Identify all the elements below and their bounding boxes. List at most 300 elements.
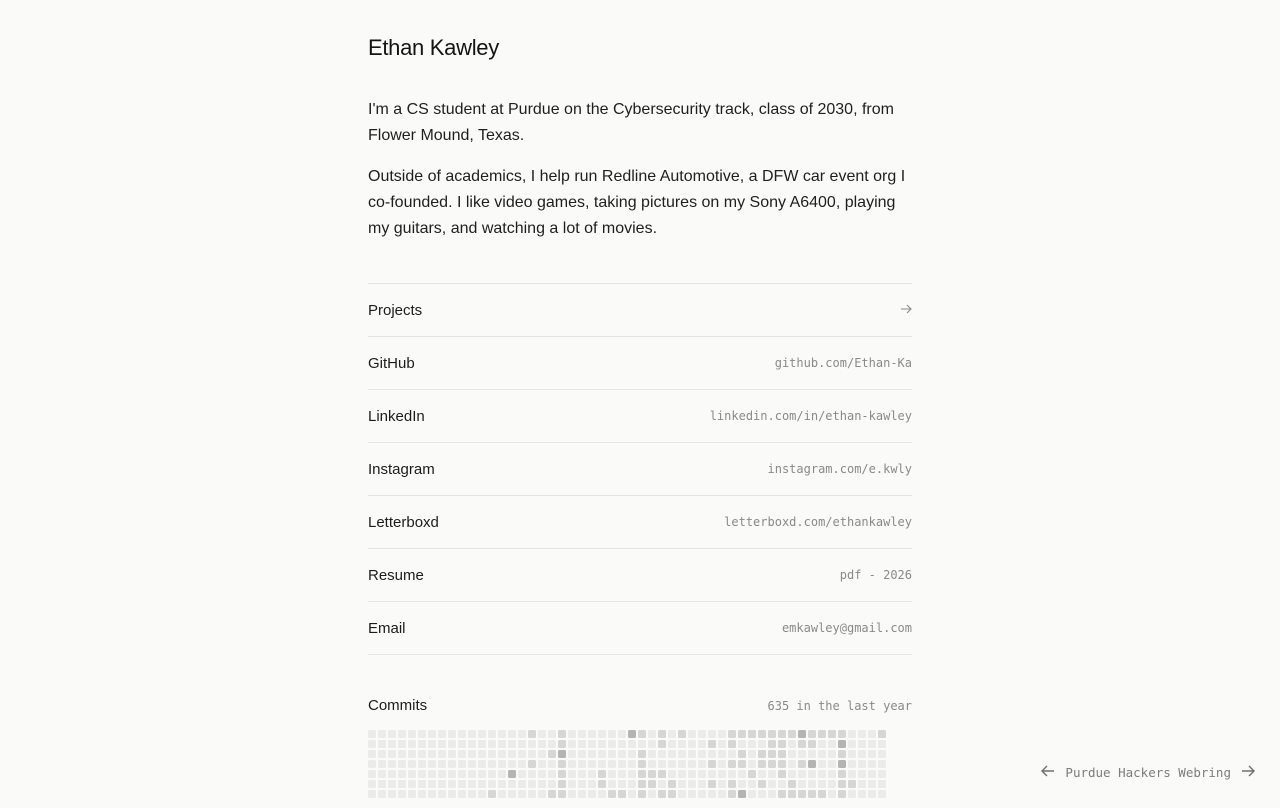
- heatmap-cell: [628, 790, 636, 798]
- link-instagram[interactable]: [368, 443, 912, 496]
- heatmap-cell: [478, 730, 486, 738]
- heatmap-cell: [798, 760, 806, 768]
- heatmap-cell: [408, 750, 416, 758]
- heatmap-cell: [718, 780, 726, 788]
- heatmap-cell: [598, 740, 606, 748]
- heatmap-cell: [648, 770, 656, 778]
- heatmap-cell: [878, 750, 886, 758]
- heatmap-cell: [778, 740, 786, 748]
- heatmap-cell: [468, 750, 476, 758]
- heatmap-cell: [488, 740, 496, 748]
- heatmap-cell: [378, 770, 386, 778]
- heatmap-cell: [508, 740, 516, 748]
- heatmap-cell: [718, 760, 726, 768]
- heatmap-cell: [378, 730, 386, 738]
- heatmap-cell: [778, 760, 786, 768]
- links-list: [368, 283, 912, 655]
- heatmap-cell: [458, 760, 466, 768]
- heatmap-cell: [468, 740, 476, 748]
- heatmap-cell: [858, 790, 866, 798]
- heatmap-cell: [778, 790, 786, 798]
- heatmap-cell: [458, 750, 466, 758]
- heatmap-cell: [488, 790, 496, 798]
- heatmap-cell: [698, 760, 706, 768]
- heatmap-cell: [428, 760, 436, 768]
- heatmap-cell: [848, 790, 856, 798]
- heatmap-cell: [788, 780, 796, 788]
- heatmap-cell: [738, 750, 746, 758]
- heatmap-cell: [588, 780, 596, 788]
- heatmap-cell: [648, 760, 656, 768]
- heatmap-cell: [418, 770, 426, 778]
- heatmap-cell: [768, 740, 776, 748]
- heatmap-cell: [498, 770, 506, 778]
- heatmap-cell: [548, 740, 556, 748]
- heatmap-cell: [638, 740, 646, 748]
- link-letterboxd-value[interactable]: letterboxd.com/ethankawley: [724, 515, 912, 529]
- heatmap-cell: [818, 790, 826, 798]
- heatmap-cell: [738, 760, 746, 768]
- heatmap-cell: [848, 740, 856, 748]
- heatmap-cell: [388, 730, 396, 738]
- heatmap-cell: [578, 780, 586, 788]
- heatmap-cell: [588, 730, 596, 738]
- heatmap-cell: [688, 750, 696, 758]
- heatmap-cell: [708, 750, 716, 758]
- heatmap-cell: [558, 740, 566, 748]
- heatmap-cell: [698, 780, 706, 788]
- heatmap-cell: [468, 770, 476, 778]
- heatmap-cell: [588, 760, 596, 768]
- heatmap-cell: [678, 790, 686, 798]
- heatmap-cell: [778, 750, 786, 758]
- heatmap-cell: [538, 730, 546, 738]
- heatmap-cell: [438, 750, 446, 758]
- heatmap-cell: [418, 750, 426, 758]
- commit-heatmap: [368, 730, 888, 800]
- heatmap-cell: [798, 780, 806, 788]
- heatmap-cell: [468, 760, 476, 768]
- heatmap-cell: [628, 740, 636, 748]
- heatmap-cell: [868, 790, 876, 798]
- heatmap-cell: [598, 750, 606, 758]
- heatmap-cell: [668, 770, 676, 778]
- heatmap-cell: [638, 790, 646, 798]
- heatmap-cell: [518, 760, 526, 768]
- heatmap-cell: [748, 790, 756, 798]
- heatmap-cell: [798, 790, 806, 798]
- heatmap-cell: [478, 750, 486, 758]
- heatmap-cell: [828, 740, 836, 748]
- heatmap-cell: [528, 740, 536, 748]
- heatmap-cell: [598, 790, 606, 798]
- heatmap-cell: [718, 790, 726, 798]
- heatmap-cell: [548, 770, 556, 778]
- heatmap-cell: [668, 760, 676, 768]
- heatmap-cell: [628, 780, 636, 788]
- heatmap-cell: [488, 760, 496, 768]
- heatmap-cell: [668, 750, 676, 758]
- heatmap-cell: [668, 790, 676, 798]
- heatmap-cell: [838, 740, 846, 748]
- heatmap-cell: [548, 760, 556, 768]
- heatmap-cell: [458, 740, 466, 748]
- link-email-label: Email: [368, 619, 406, 637]
- heatmap-cell: [818, 760, 826, 768]
- heatmap-cell: [768, 790, 776, 798]
- heatmap-cell: [438, 780, 446, 788]
- heatmap-cell: [598, 780, 606, 788]
- heatmap-cell: [878, 770, 886, 778]
- heatmap-cell: [548, 780, 556, 788]
- heatmap-cell: [728, 730, 736, 738]
- heatmap-cell: [758, 780, 766, 788]
- heatmap-cell: [398, 760, 406, 768]
- heatmap-cell: [688, 770, 696, 778]
- heatmap-cell: [398, 730, 406, 738]
- heatmap-cell: [608, 740, 616, 748]
- heatmap-cell: [658, 730, 666, 738]
- heatmap-cell: [388, 780, 396, 788]
- heatmap-cell: [568, 730, 576, 738]
- heatmap-cell: [688, 780, 696, 788]
- page-title: Ethan Kawley: [368, 35, 499, 60]
- heatmap-cell: [848, 730, 856, 738]
- heatmap-cell: [618, 760, 626, 768]
- arrow-right-icon[interactable]: [1241, 763, 1255, 782]
- heatmap-cell: [648, 740, 656, 748]
- heatmap-cell: [528, 730, 536, 738]
- heatmap-cell: [398, 770, 406, 778]
- heatmap-cell: [658, 760, 666, 768]
- heatmap-cell: [558, 730, 566, 738]
- heatmap-cell: [708, 780, 716, 788]
- heatmap-cell: [618, 770, 626, 778]
- heatmap-cell: [478, 790, 486, 798]
- commits-header: [368, 697, 912, 714]
- heatmap-cell: [568, 780, 576, 788]
- heatmap-cell: [828, 730, 836, 738]
- heatmap-cell: [798, 740, 806, 748]
- heatmap-cell: [618, 750, 626, 758]
- heatmap-cell: [768, 780, 776, 788]
- heatmap-cell: [798, 730, 806, 738]
- heatmap-cell: [448, 760, 456, 768]
- heatmap-cell: [578, 790, 586, 798]
- heatmap-cell: [458, 790, 466, 798]
- heatmap-cell: [488, 730, 496, 738]
- heatmap-cell: [518, 750, 526, 758]
- heatmap-cell: [568, 750, 576, 758]
- heatmap-cell: [738, 730, 746, 738]
- heatmap-cell: [418, 740, 426, 748]
- link-resume-value[interactable]: pdf - 2026: [839, 568, 912, 582]
- heatmap-cell: [408, 740, 416, 748]
- heatmap-cell: [548, 790, 556, 798]
- link-github-value[interactable]: github.com/Ethan-Ka: [774, 356, 912, 370]
- heatmap-cell: [478, 780, 486, 788]
- heatmap-cell: [578, 740, 586, 748]
- heatmap-cell: [788, 730, 796, 738]
- heatmap-cell: [818, 750, 826, 758]
- heatmap-cell: [658, 740, 666, 748]
- heatmap-cell: [808, 770, 816, 778]
- heatmap-cell: [778, 770, 786, 778]
- heatmap-cell: [418, 790, 426, 798]
- heatmap-cell: [678, 760, 686, 768]
- heatmap-cell: [528, 790, 536, 798]
- heatmap-cell: [818, 730, 826, 738]
- heatmap-cell: [758, 790, 766, 798]
- heatmap-cell: [368, 750, 376, 758]
- heatmap-cell: [758, 750, 766, 758]
- heatmap-cell: [728, 760, 736, 768]
- heatmap-cell: [448, 770, 456, 778]
- heatmap-cell: [778, 780, 786, 788]
- heatmap-cell: [538, 780, 546, 788]
- heatmap-cell: [498, 780, 506, 788]
- heatmap-cell: [468, 780, 476, 788]
- heatmap-cell: [448, 780, 456, 788]
- heatmap-cell: [858, 740, 866, 748]
- heatmap-cell: [558, 780, 566, 788]
- heatmap-cell: [728, 790, 736, 798]
- heatmap-cell: [828, 750, 836, 758]
- heatmap-cell: [698, 790, 706, 798]
- heatmap-cell: [848, 760, 856, 768]
- heatmap-cell: [718, 730, 726, 738]
- heatmap-cell: [388, 760, 396, 768]
- heatmap-cell: [728, 750, 736, 758]
- heatmap-cell: [448, 790, 456, 798]
- link-linkedin-label: LinkedIn: [368, 407, 425, 425]
- heatmap-cell: [398, 790, 406, 798]
- heatmap-cell: [618, 780, 626, 788]
- heatmap-cell: [578, 760, 586, 768]
- heatmap-cell: [598, 770, 606, 778]
- heatmap-cell: [868, 740, 876, 748]
- link-instagram-value[interactable]: instagram.com/e.kwly: [767, 462, 912, 476]
- heatmap-cell: [368, 790, 376, 798]
- heatmap-cell: [408, 760, 416, 768]
- heatmap-cell: [538, 740, 546, 748]
- heatmap-cell: [658, 770, 666, 778]
- heatmap-cell: [708, 730, 716, 738]
- link-github[interactable]: [368, 337, 912, 390]
- heatmap-cell: [518, 790, 526, 798]
- heatmap-cell: [878, 740, 886, 748]
- bio-paragraph-2: Outside of academics, I help run Redline Automotive, a DFW car event org I co-founded. I like video games, taking pictures on my Sony A6400, playing my guitars, and watching a lot of movies.: [368, 168, 906, 237]
- heatmap-cell: [788, 740, 796, 748]
- link-letterboxd-label: Letterboxd: [368, 513, 439, 531]
- heatmap-cell: [368, 760, 376, 768]
- heatmap-cell: [868, 780, 876, 788]
- heatmap-cell: [488, 770, 496, 778]
- heatmap-cell: [878, 730, 886, 738]
- link-linkedin-value[interactable]: linkedin.com/in/ethan-kawley: [709, 409, 912, 423]
- heatmap-cell: [518, 740, 526, 748]
- heatmap-cell: [708, 740, 716, 748]
- heatmap-cell: [438, 760, 446, 768]
- heatmap-cell: [628, 770, 636, 778]
- heatmap-cell: [498, 730, 506, 738]
- heatmap-cell: [838, 770, 846, 778]
- heatmap-cell: [618, 740, 626, 748]
- heatmap-cell: [718, 740, 726, 748]
- heatmap-cell: [748, 760, 756, 768]
- heatmap-cell: [698, 750, 706, 758]
- heatmap-cell: [728, 770, 736, 778]
- heatmap-cell: [848, 780, 856, 788]
- heatmap-cell: [758, 740, 766, 748]
- heatmap-cell: [438, 790, 446, 798]
- heatmap-cell: [628, 760, 636, 768]
- heatmap-cell: [838, 750, 846, 758]
- heatmap-cell: [458, 730, 466, 738]
- heatmap-cell: [368, 730, 376, 738]
- heatmap-cell: [568, 790, 576, 798]
- heatmap-cell: [378, 780, 386, 788]
- heatmap-cell: [508, 750, 516, 758]
- heatmap-cell: [868, 770, 876, 778]
- heatmap-cell: [878, 760, 886, 768]
- heatmap-cell: [608, 770, 616, 778]
- heatmap-cell: [448, 750, 456, 758]
- heatmap-cell: [678, 740, 686, 748]
- heatmap-cell: [808, 730, 816, 738]
- heatmap-cell: [448, 740, 456, 748]
- heatmap-cell: [378, 740, 386, 748]
- heatmap-cell: [458, 780, 466, 788]
- link-linkedin[interactable]: [368, 390, 912, 443]
- heatmap-cell: [538, 790, 546, 798]
- heatmap-cell: [578, 730, 586, 738]
- heatmap-cell: [528, 780, 536, 788]
- heatmap-cell: [868, 730, 876, 738]
- heatmap-cell: [388, 740, 396, 748]
- link-letterboxd[interactable]: [368, 496, 912, 549]
- heatmap-cell: [658, 750, 666, 758]
- heatmap-cell: [748, 750, 756, 758]
- heatmap-cell: [688, 740, 696, 748]
- heatmap-cell: [588, 770, 596, 778]
- heatmap-cell: [848, 770, 856, 778]
- link-projects[interactable]: [368, 284, 912, 337]
- heatmap-cell: [578, 750, 586, 758]
- heatmap-cell: [488, 780, 496, 788]
- link-email[interactable]: [368, 602, 912, 655]
- heatmap-cell: [568, 770, 576, 778]
- heatmap-cell: [768, 770, 776, 778]
- heatmap-cell: [558, 790, 566, 798]
- heatmap-cell: [428, 770, 436, 778]
- heatmap-cell: [868, 760, 876, 768]
- heatmap-cell: [808, 780, 816, 788]
- heatmap-cell: [538, 770, 546, 778]
- heatmap-cell: [788, 760, 796, 768]
- heatmap-cell: [668, 740, 676, 748]
- heatmap-cell: [798, 770, 806, 778]
- heatmap-cell: [618, 730, 626, 738]
- heatmap-cell: [528, 750, 536, 758]
- heatmap-cell: [588, 740, 596, 748]
- heatmap-cell: [698, 770, 706, 778]
- heatmap-cell: [398, 750, 406, 758]
- heatmap-cell: [638, 780, 646, 788]
- heatmap-cell: [678, 730, 686, 738]
- heatmap-cell: [648, 750, 656, 758]
- heatmap-cell: [638, 750, 646, 758]
- heatmap-cell: [458, 770, 466, 778]
- commits-label: Commits: [368, 697, 428, 714]
- heatmap-cell: [828, 760, 836, 768]
- heatmap-cell: [858, 760, 866, 768]
- heatmap-cell: [878, 790, 886, 798]
- heatmap-cell: [788, 770, 796, 778]
- heatmap-cell: [388, 790, 396, 798]
- heatmap-cell: [738, 790, 746, 798]
- heatmap-cell: [488, 750, 496, 758]
- heatmap-cell: [378, 760, 386, 768]
- heatmap-cell: [518, 780, 526, 788]
- heatmap-cell: [868, 750, 876, 758]
- heatmap-cell: [728, 780, 736, 788]
- heatmap-cell: [438, 770, 446, 778]
- heatmap-cell: [558, 750, 566, 758]
- heatmap-cell: [668, 730, 676, 738]
- commits-summary: 635 in the last year: [767, 698, 912, 713]
- arrow-left-icon[interactable]: [1041, 763, 1055, 782]
- heatmap-cell: [778, 730, 786, 738]
- heatmap-cell: [538, 760, 546, 768]
- heatmap-cell: [808, 790, 816, 798]
- heatmap-cell: [648, 780, 656, 788]
- bio-paragraph-1: I'm a CS student at Purdue on the Cybersecurity track, class of 2030, from Flower Mound, Texas.: [368, 101, 894, 144]
- heatmap-cell: [818, 740, 826, 748]
- heatmap-cell: [718, 770, 726, 778]
- heatmap-cell: [698, 730, 706, 738]
- heatmap-cell: [608, 790, 616, 798]
- heatmap-cell: [588, 750, 596, 758]
- heatmap-cell: [558, 770, 566, 778]
- heatmap-cell: [838, 790, 846, 798]
- webring-label[interactable]: Purdue Hackers Webring: [1065, 765, 1231, 780]
- heatmap-cell: [608, 780, 616, 788]
- heatmap-cell: [708, 770, 716, 778]
- heatmap-cell: [368, 780, 376, 788]
- link-resume[interactable]: [368, 549, 912, 602]
- heatmap-cell: [718, 750, 726, 758]
- heatmap-cell: [688, 790, 696, 798]
- heatmap-cell: [728, 740, 736, 748]
- heatmap-cell: [758, 730, 766, 738]
- link-email-value[interactable]: emkawley@gmail.com: [781, 621, 912, 635]
- heatmap-cell: [758, 760, 766, 768]
- heatmap-cell: [698, 740, 706, 748]
- heatmap-cell: [368, 740, 376, 748]
- heatmap-cell: [858, 750, 866, 758]
- heatmap-cell: [518, 770, 526, 778]
- heatmap-cell: [398, 780, 406, 788]
- link-projects-label: Projects: [368, 301, 423, 319]
- heatmap-cell: [428, 750, 436, 758]
- heatmap-cell: [528, 770, 536, 778]
- heatmap-cell: [678, 780, 686, 788]
- heatmap-cell: [838, 730, 846, 738]
- heatmap-cell: [418, 780, 426, 788]
- heatmap-cell: [878, 780, 886, 788]
- heatmap-cell: [858, 780, 866, 788]
